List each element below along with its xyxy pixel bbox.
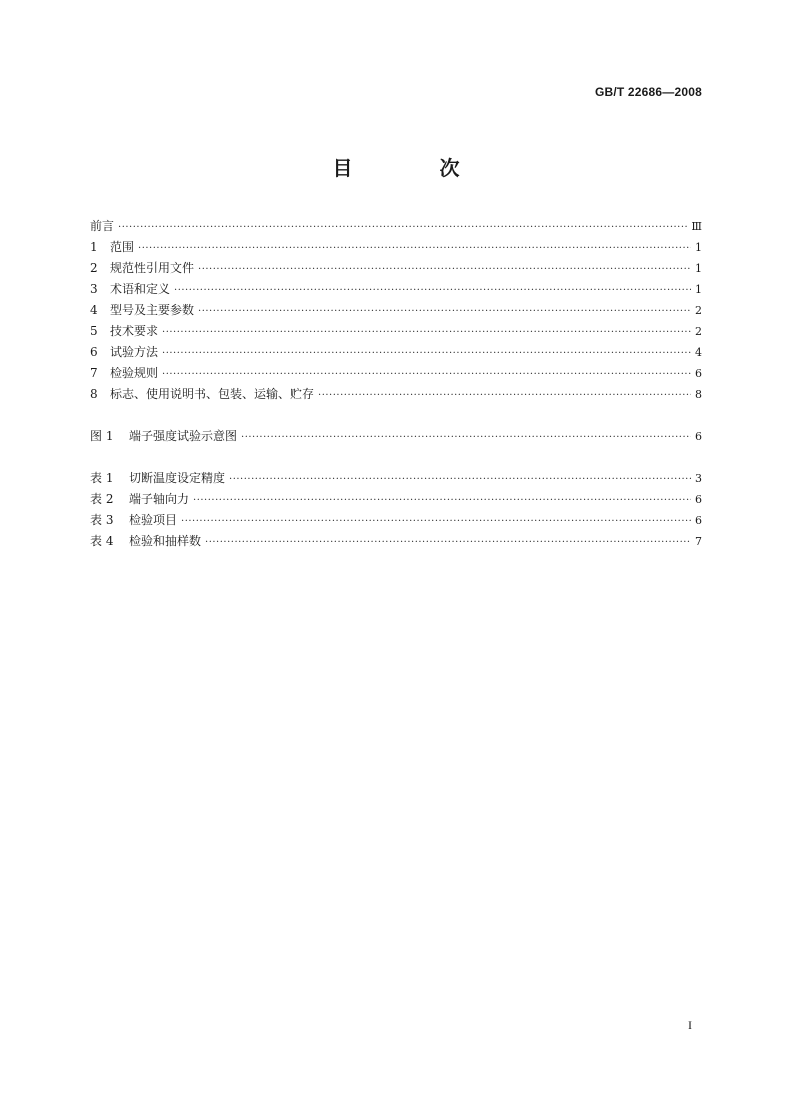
dot-leader	[241, 427, 691, 448]
toc-entry-chapter-1[interactable]	[90, 237, 702, 258]
toc-entry-page: 2	[695, 304, 702, 317]
toc-entry-label: 端子轴向力	[129, 492, 190, 506]
toc-entry-page: 7	[695, 535, 702, 548]
toc-entry-label: 前言	[90, 219, 115, 233]
toc-entry-chapter-5[interactable]	[90, 321, 702, 342]
toc-entry-page: 6	[695, 367, 702, 380]
toc-entry-label: 型号及主要参数	[110, 303, 195, 317]
toc-entry-label: 试验方法	[110, 345, 159, 359]
toc-entry-label: 规范性引用文件	[110, 261, 195, 275]
section-gap	[90, 405, 702, 426]
toc-entry-label: 切断温度设定精度	[129, 471, 226, 485]
toc-entry-label: 范围	[110, 240, 135, 254]
toc-entry-table-1[interactable]	[90, 468, 702, 489]
page-title: 目 次	[332, 156, 500, 180]
dot-leader	[229, 469, 691, 490]
toc-entry-label: 检验项目	[129, 513, 178, 527]
toc-entry-label: 术语和定义	[110, 282, 171, 296]
toc-entry-prefix: 表 3	[90, 513, 114, 527]
toc-entry-number: 3	[90, 282, 98, 296]
toc-entry-prefix: 表 1	[90, 471, 114, 485]
dot-leader	[162, 343, 691, 364]
toc-entry-label: 端子强度试验示意图	[129, 429, 238, 443]
toc-entry-table-2[interactable]	[90, 489, 702, 510]
dot-leader	[162, 364, 691, 385]
dot-leader	[181, 511, 691, 532]
toc-entry-prefix: 图 1	[90, 429, 114, 443]
toc-entry-number: 8	[90, 387, 98, 401]
toc-entry-number: 6	[90, 345, 98, 359]
dot-leader	[198, 301, 691, 322]
toc-entry-chapter-4[interactable]	[90, 300, 702, 321]
toc-entry-figure-1[interactable]	[90, 426, 702, 447]
toc-entry-label: 检验和抽样数	[129, 534, 202, 548]
toc-entry-number: 1	[90, 240, 98, 254]
dot-leader	[162, 322, 691, 343]
toc-entry-page: 8	[695, 388, 702, 401]
toc-entry-chapter-6[interactable]	[90, 342, 702, 363]
dot-leader	[193, 490, 691, 511]
toc-entry-page: 1	[695, 283, 702, 296]
toc-entry-page: 1	[695, 262, 702, 275]
toc-entry-page: 3	[695, 472, 702, 485]
toc-entry-label: 标志、使用说明书、包装、运输、贮存	[110, 387, 315, 401]
dot-leader	[138, 238, 691, 259]
toc-entry-number: 7	[90, 366, 98, 380]
dot-leader	[205, 532, 691, 553]
toc-entry-table-3[interactable]	[90, 510, 702, 531]
toc-entry-page: 1	[695, 241, 702, 254]
dot-leader	[318, 385, 691, 406]
toc-entry-chapter-2[interactable]	[90, 258, 702, 279]
section-gap	[90, 447, 702, 468]
toc-entry-label: 技术要求	[110, 324, 159, 338]
toc-entry-table-4[interactable]	[90, 531, 702, 552]
toc-entry-number: 5	[90, 324, 98, 338]
toc-entry-page: 6	[695, 514, 702, 527]
toc-entry-page: 6	[695, 430, 702, 443]
toc-entry-number: 4	[90, 303, 98, 317]
toc-entry-number: 2	[90, 261, 98, 275]
toc-entry-chapter-8[interactable]	[90, 384, 702, 405]
toc-entry-chapter-3[interactable]	[90, 279, 702, 300]
toc-entry-foreword[interactable]	[90, 216, 702, 237]
toc-entry-page: 6	[695, 493, 702, 506]
standard-number: GB/T 22686—2008	[594, 85, 702, 99]
toc-entry-chapter-7[interactable]	[90, 363, 702, 384]
dot-leader	[198, 259, 691, 280]
toc-entry-page: 4	[695, 346, 702, 359]
toc-entry-page: 2	[695, 325, 702, 338]
dot-leader	[174, 280, 691, 301]
table-of-contents	[90, 216, 702, 552]
dot-leader	[118, 217, 687, 238]
toc-entry-label: 检验规则	[110, 366, 159, 380]
toc-entry-page: Ⅲ	[691, 220, 702, 233]
toc-entry-prefix: 表 2	[90, 492, 114, 506]
toc-entry-prefix: 表 4	[90, 534, 114, 548]
page-folio: I	[688, 1018, 692, 1032]
